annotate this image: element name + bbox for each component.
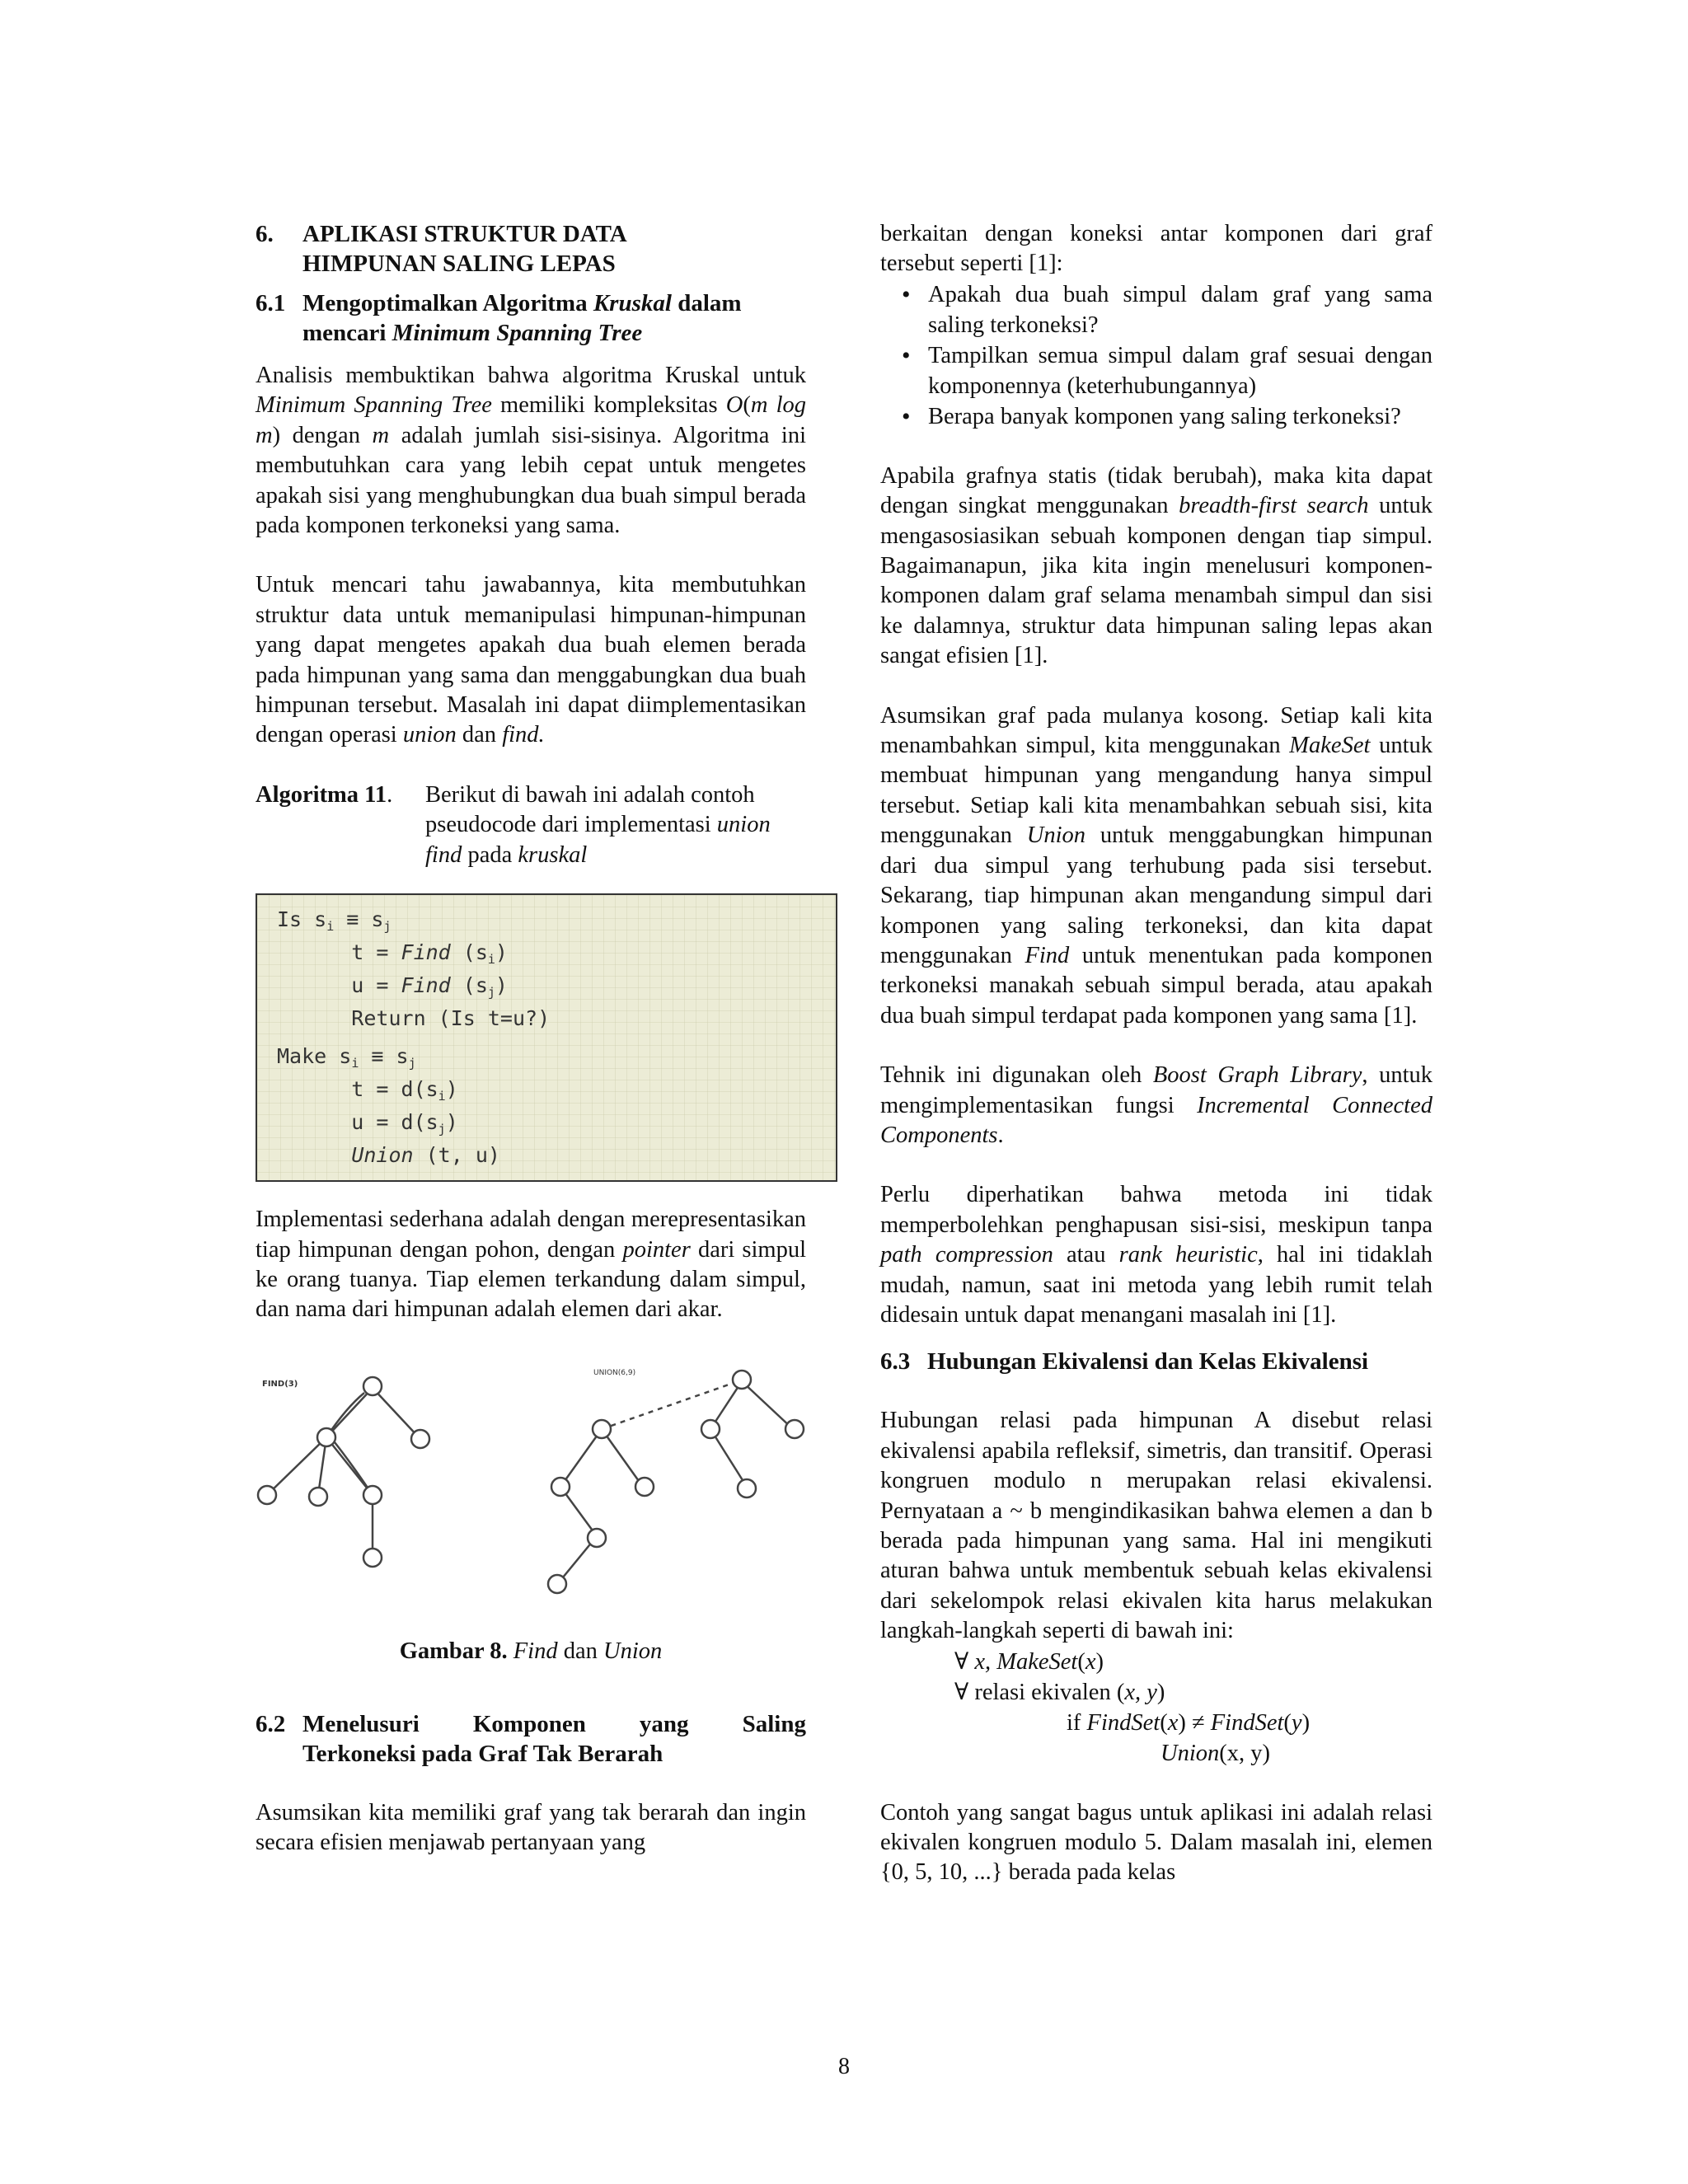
text: ) dengan bbox=[272, 422, 373, 448]
text: ( bbox=[1283, 1709, 1292, 1736]
list-item: • Berapa banyak komponen yang saling terkoneksi? bbox=[880, 401, 1432, 432]
tree-node bbox=[733, 1371, 751, 1389]
paragraph-makeset bbox=[880, 701, 1432, 1031]
text-italic: x, y bbox=[1124, 1679, 1157, 1705]
left-column bbox=[256, 219, 806, 1858]
section-6-1-heading bbox=[256, 288, 806, 348]
text-italic: find. bbox=[502, 722, 545, 748]
tree-edge bbox=[267, 1437, 326, 1495]
tree-edge bbox=[710, 1429, 747, 1487]
code-text: ) bbox=[445, 1110, 458, 1135]
code-italic: Find bbox=[401, 973, 451, 998]
text-italic: x, MakeSet bbox=[974, 1648, 1078, 1675]
algorithm-11-caption bbox=[256, 780, 806, 870]
code-text: ) bbox=[495, 973, 508, 998]
code-text: Return (Is t=u?) bbox=[277, 1006, 551, 1031]
text: (x, y) bbox=[1219, 1740, 1270, 1766]
paragraph-implementation bbox=[256, 1205, 806, 1325]
text: Hubungan relasi pada himpunan A disebut relasi ekivalensi apabila refleksif, simetris, dan transitif. Operasi kongruen modulo n merupakan relasi ekivalensi. Pernyataan a ~ b mengindikasikan bahwa elemen a dan b berada pada himpunan yang sama. Hal ini mengikuti aturan bahwa untuk membentuk sebuah kelas ekivalensi dari sekelompok relasi ekivalen kita harus melakukan langkah-langkah seperti di bawah ini: bbox=[880, 1408, 1432, 1644]
text: memiliki kompleksitas bbox=[491, 392, 726, 419]
text: Contoh yang sangat bagus untuk aplikasi ini adalah relasi ekivalen kongruen modulo 5. Dalam masalah ini, elemen {0, 5, 10, ...} berada pada kelas bbox=[880, 1799, 1432, 1886]
text: untuk menentukan pada komponen terkoneksi manakah sebuah simpul berada, atau apakah dua buah simpul terdapat pada komponen yang sama [1]. bbox=[880, 942, 1432, 1029]
text: ) bbox=[1095, 1648, 1104, 1675]
text-italic: y bbox=[1291, 1709, 1302, 1736]
code-text bbox=[277, 1143, 351, 1167]
question-list bbox=[880, 279, 1432, 432]
paragraph-connectivity bbox=[880, 219, 1432, 279]
tree-node bbox=[317, 1428, 335, 1446]
text: ) bbox=[1301, 1709, 1311, 1736]
section-6-heading bbox=[256, 219, 806, 279]
code-text: Make s bbox=[277, 1044, 352, 1069]
code-sub: j bbox=[408, 1056, 416, 1071]
paragraph-data-structure bbox=[256, 570, 806, 750]
caption-italic: Union bbox=[603, 1638, 663, 1664]
text: untuk mengasosiasikan sebuah komponen dengan tiap simpul. Bagaimanapun, jika kita ingin menelusuri komponen-komponen dalam graf selama menambah simpul dan sisi ke dalamnya, struktur data himpunan saling lepas akan sangat efisien [1]. bbox=[880, 493, 1433, 669]
code-text: Is s bbox=[277, 907, 327, 932]
right-column bbox=[880, 219, 1432, 1888]
text-italic: path compression bbox=[880, 1242, 1053, 1268]
tree-edge bbox=[560, 1429, 602, 1487]
tree-node bbox=[363, 1377, 382, 1395]
text-italic: FindSet bbox=[1210, 1709, 1284, 1736]
code-sub: i bbox=[351, 1056, 359, 1071]
text: untuk menggabungkan himpunan dari dua simpul yang terhubung pada sisi tersebut. Sekarang, tiap himpunan akan mengandung simpul dari komponen yang saling terkoneksi, dan kita dapat menggunakan bbox=[880, 823, 1432, 968]
tree-node bbox=[593, 1420, 611, 1438]
text: Untuk mencari tahu jawabannya, kita membutuhkan struktur data untuk memanipulasi himpunan-himpunan yang dapat mengetes apakah dua buah elemen berada pada himpunan yang sama dan menggabungkan dua buah himpunan tersebut. Masalah ini dapat diimplementasikan dengan operasi bbox=[256, 572, 806, 748]
text: Tehnik ini digunakan oleh bbox=[880, 1062, 1153, 1089]
rule-line-1 bbox=[880, 1647, 1432, 1677]
tree-node bbox=[411, 1430, 429, 1448]
tree-node bbox=[785, 1420, 804, 1438]
text: , hal ini tidaklah mudah, namun, saat ini metoda yang lebih rumit telah didesain untuk dapat menangani masalah ini [1]. bbox=[880, 1242, 1433, 1328]
paragraph-kruskal-complexity bbox=[256, 361, 806, 541]
tree-edge bbox=[326, 1388, 373, 1437]
text-italic: m bbox=[372, 422, 390, 448]
tree-node bbox=[551, 1478, 570, 1496]
text-italic: FindSet bbox=[1086, 1709, 1160, 1736]
text-italic: x bbox=[1085, 1648, 1096, 1675]
figure-label-union: UNION(6,9) bbox=[593, 1368, 636, 1377]
algorithm-label bbox=[256, 780, 425, 870]
text: , untuk mengimplementasikan fungsi bbox=[880, 1062, 1433, 1118]
text-italic: breadth-first search bbox=[1179, 493, 1369, 519]
code-text: (s bbox=[450, 973, 488, 998]
code-text: (t, u) bbox=[413, 1143, 500, 1168]
list-item: • Apakah dua buah simpul dalam graf yang sama saling terkoneksi? bbox=[880, 279, 1432, 340]
paragraph-modulo-example bbox=[880, 1798, 1432, 1888]
text: Apabila grafnya statis (tidak berubah), maka kita dapat dengan singkat menggunakan bbox=[880, 462, 1432, 519]
code-text: u = d(s bbox=[277, 1110, 438, 1135]
code-sub: j bbox=[383, 919, 392, 935]
text: ) ≠ bbox=[1178, 1709, 1211, 1736]
page-number: 8 bbox=[838, 2054, 850, 2079]
heading-text-italic: Kruskal bbox=[593, 290, 672, 316]
tree-node bbox=[258, 1486, 276, 1504]
text-italic: union find bbox=[425, 812, 771, 868]
rule-line-3 bbox=[880, 1708, 1432, 1738]
section-number: 6.1 bbox=[256, 290, 286, 316]
code-italic: Find bbox=[401, 940, 451, 965]
pseudocode-make bbox=[277, 1043, 500, 1169]
algorithm-label-text: Algoritma 11 bbox=[256, 781, 387, 808]
caption-text: dan bbox=[557, 1638, 603, 1664]
text-italic: pointer bbox=[622, 1236, 691, 1263]
text-italic: m log m bbox=[256, 392, 806, 448]
tree-node bbox=[363, 1486, 382, 1504]
heading-text: Hubungan Ekivalensi dan Kelas Ekivalensi bbox=[927, 1348, 1369, 1376]
paragraph-equivalence bbox=[880, 1406, 1432, 1646]
rule-line-4 bbox=[880, 1738, 1432, 1769]
code-text: t = d(s bbox=[277, 1077, 438, 1102]
text-italic: Find bbox=[1025, 942, 1070, 968]
text: pada bbox=[462, 841, 518, 868]
paragraph-static-graph bbox=[880, 462, 1432, 672]
code-sub: i bbox=[438, 1089, 446, 1104]
text-italic: Boost Graph Library bbox=[1152, 1062, 1362, 1089]
code-sub: j bbox=[487, 985, 495, 1001]
text-italic: x bbox=[1167, 1709, 1179, 1736]
code-text: t = bbox=[277, 940, 401, 965]
tree-node bbox=[363, 1549, 382, 1567]
caption-label: Gambar 8. bbox=[399, 1638, 513, 1664]
text-italic: O bbox=[725, 392, 743, 419]
section-number: 6.2 bbox=[256, 1710, 286, 1737]
paragraph-boost bbox=[880, 1061, 1432, 1151]
pseudocode-find bbox=[277, 907, 550, 1032]
paragraph-deletion bbox=[880, 1180, 1432, 1330]
tree-node bbox=[548, 1575, 566, 1593]
code-text: ≡ s bbox=[359, 1044, 409, 1069]
tree-node bbox=[588, 1529, 606, 1547]
section-title-line1: APLIKASI STRUKTUR DATA bbox=[302, 221, 627, 247]
text: Perlu diperhatikan bahwa metoda ini tidak memperbolehkan penghapusan sisi-sisi, meskipun tanpa bbox=[880, 1182, 1432, 1238]
code-sub: j bbox=[438, 1122, 446, 1137]
caption-italic: Find bbox=[513, 1638, 558, 1664]
text: dari simpul ke orang tuanya. Tiap elemen terkandung dalam simpul, dan nama dari himpunan adalah elemen dari akar. bbox=[256, 1236, 807, 1323]
text-italic: rank heuristic bbox=[1118, 1242, 1258, 1268]
tree-edge bbox=[742, 1381, 793, 1429]
text-italic: Incremental Connected Components bbox=[880, 1092, 1432, 1148]
text-italic: Union bbox=[1026, 823, 1086, 849]
text: ( bbox=[1077, 1648, 1085, 1675]
text-italic: union bbox=[402, 722, 457, 748]
section-title-line2: HIMPUNAN SALING LEPAS bbox=[302, 251, 616, 277]
tree-node bbox=[738, 1479, 756, 1497]
paragraph-undirected-graph bbox=[256, 1798, 806, 1858]
rule-line-2 bbox=[880, 1677, 1432, 1708]
text: atau bbox=[1053, 1242, 1119, 1268]
text: . bbox=[997, 1122, 1004, 1148]
code-text: u = bbox=[277, 973, 401, 998]
tree-node bbox=[635, 1478, 654, 1496]
text-italic: Union bbox=[1160, 1740, 1220, 1766]
text: Berikut di bawah ini adalah contoh pseudocode dari implementasi bbox=[425, 781, 755, 838]
tree-node bbox=[309, 1488, 327, 1506]
section-number: 6.3 bbox=[880, 1348, 911, 1376]
heading-text: Menelusuri Komponen yang Saling bbox=[302, 1710, 806, 1737]
heading-text: dalam bbox=[671, 290, 742, 316]
heading-text: mencari bbox=[302, 320, 392, 346]
text: ( bbox=[1160, 1709, 1168, 1736]
section-number: 6. bbox=[256, 221, 274, 247]
code-sub: i bbox=[487, 952, 495, 968]
algorithm-label-dot: . bbox=[387, 781, 393, 808]
heading-text-italic: Minimum Spanning Tree bbox=[392, 320, 643, 346]
find-union-figure bbox=[256, 1366, 806, 1630]
code-sub: i bbox=[326, 919, 335, 935]
text: ∀ bbox=[954, 1648, 975, 1675]
text-italic: Minimum Spanning Tree bbox=[256, 392, 492, 419]
text: ( bbox=[743, 392, 751, 419]
text: ∀ relasi ekivalen ( bbox=[954, 1679, 1125, 1705]
section-6-2-heading bbox=[256, 1709, 806, 1769]
text: Analisis membuktikan bahwa algoritma Kruskal untuk bbox=[256, 363, 806, 388]
text: if bbox=[1067, 1709, 1087, 1736]
text: adalah jumlah sisi-sisinya. Algoritma ini membutuhkan cara yang lebih cepat untuk mengetes apakah sisi yang menghubungkan dua buah simpul berada pada komponen terkoneksi yang sama. bbox=[256, 422, 807, 539]
text: Implementasi sederhana adalah dengan merepresentasikan tiap himpunan dengan pohon, dengan bbox=[256, 1207, 806, 1263]
text: Asumsikan graf pada mulanya kosong. Setiap kali kita menambahkan simpul, kita menggunakan bbox=[880, 702, 1432, 759]
pseudocode-box bbox=[256, 893, 837, 1182]
text: untuk membuat himpunan yang mengandung hanya simpul tersebut. Setiap kali kita menambahkan sebuah sisi, kita menggunakan bbox=[880, 733, 1432, 849]
text-italic: MakeSet bbox=[1289, 733, 1371, 759]
heading-text: Terkoneksi pada Graf Tak Berarah bbox=[302, 1740, 663, 1767]
text: dan bbox=[456, 722, 503, 748]
tree-node bbox=[701, 1420, 720, 1438]
tree-edge bbox=[602, 1429, 643, 1487]
code-italic: Union bbox=[351, 1143, 414, 1168]
text: Asumsikan kita memiliki graf yang tak berarah dan ingin secara efisien menjawab pertanyaan yang bbox=[256, 1799, 806, 1856]
figure-label-find: FIND(3) bbox=[262, 1379, 298, 1389]
text: ) bbox=[1156, 1679, 1165, 1705]
text: berkaitan dengan koneksi antar komponen dari graf tersebut seperti [1]: bbox=[880, 221, 1432, 277]
text-italic: kruskal bbox=[518, 841, 588, 868]
tree-edge bbox=[373, 1388, 419, 1437]
code-text: ≡ s bbox=[334, 907, 384, 932]
code-text: (s bbox=[450, 940, 488, 965]
list-item: • Tampilkan semua simpul dalam graf sesuai dengan komponennya (keterhubungannya) bbox=[880, 340, 1432, 401]
code-text: ) bbox=[445, 1077, 458, 1102]
figure-caption bbox=[256, 1637, 806, 1666]
code-text: ) bbox=[495, 940, 508, 965]
heading-text: Mengoptimalkan Algoritma bbox=[302, 290, 593, 316]
section-6-3-heading bbox=[880, 1347, 1432, 1376]
algorithm-description bbox=[425, 780, 806, 870]
